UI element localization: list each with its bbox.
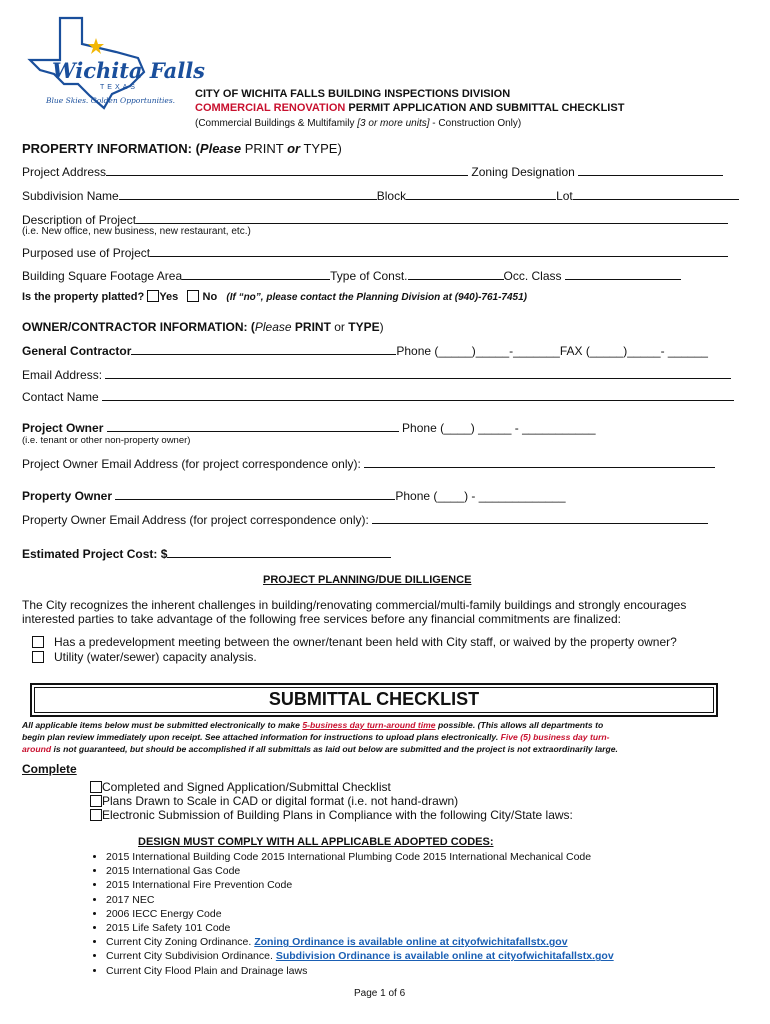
property-owner-email-row	[22, 512, 708, 527]
general-contractor-row	[22, 343, 708, 358]
checklist-item-3	[90, 808, 573, 822]
code-item: • Current City Flood Plain and Drainage laws	[106, 964, 614, 978]
logo-state: TEXAS	[100, 84, 138, 91]
property-owner-phone[interactable]: Phone (____) - _____________	[395, 489, 566, 503]
code-item: • 2015 Life Safety 101 Code	[106, 921, 614, 935]
utility-capacity-label: Utility (water/sewer) capacity analysis.	[54, 650, 257, 664]
property-heading-or: or	[287, 141, 301, 156]
complete-heading: Complete	[22, 762, 77, 776]
project-owner-hint: (i.e. tenant or other non-property owner)	[22, 435, 191, 446]
lot-label: Lot	[556, 189, 573, 203]
checklist-note-1-red: 5-business day turn-around time	[302, 720, 436, 730]
header-line-3-italic: [3 or more units]	[357, 118, 430, 129]
owner-heading-or: or	[330, 320, 345, 334]
purposed-use-field[interactable]	[150, 245, 728, 257]
predevelopment-label: Has a predevelopment meeting between the owner/tenant been held with City staff, or waived by the property owner?	[54, 635, 677, 649]
subdivision-field[interactable]	[119, 188, 377, 200]
project-owner-label: Project Owner	[22, 421, 104, 435]
codes-heading: DESIGN MUST COMPLY WITH ALL APPLICABLE ADOPTED CODES:	[138, 836, 494, 848]
submittal-checklist-title-box	[30, 683, 718, 717]
sqft-row	[22, 268, 681, 283]
code-item-subdivision	[106, 949, 614, 963]
zoning-ordinance-link[interactable]: Zoning Ordinance is available online at cityofwichitafallstx.gov	[254, 936, 568, 949]
contact-name-label: Contact Name	[22, 390, 99, 404]
checklist-item-1-label: Completed and Signed Application/Submittal Checklist	[102, 780, 391, 794]
property-heading-type: TYPE)	[300, 141, 342, 156]
checklist-item-1	[90, 780, 391, 794]
contact-name-field[interactable]	[102, 389, 734, 401]
checklist-note-2-red: Five (5) business day turn-	[500, 732, 610, 742]
owner-heading-a: OWNER/CONTRACTOR INFORMATION: (	[22, 320, 255, 334]
project-owner-email-field[interactable]	[364, 456, 715, 468]
checklist-item-2-label: Plans Drawn to Scale in CAD or digital format (i.e. not hand-drawn)	[102, 794, 459, 808]
submittal-checklist-title: SUBMITTAL CHECKLIST	[268, 689, 480, 709]
planning-para-line-2: interested parties to take advantage of the following free services before any financial commitments are finalized:	[22, 612, 621, 626]
platted-no-label: No	[202, 291, 218, 303]
codes-list	[90, 850, 614, 978]
project-owner-phone[interactable]: Phone (____) _____ - ___________	[402, 421, 596, 435]
owner-heading	[22, 320, 384, 334]
logo-wordmark: Wichita Falls	[52, 58, 205, 83]
header-line-3	[195, 118, 521, 129]
predevelopment-checkbox[interactable]	[32, 636, 44, 648]
owner-heading-print: PRINT	[291, 320, 331, 334]
header-commercial-renovation: COMMERCIAL RENOVATION	[195, 102, 346, 114]
zoning-ordinance-text: Current City Zoning Ordinance.	[106, 936, 255, 949]
general-contractor-phone-fax[interactable]: Phone (_____)_____-_______FAX (_____)_____- ______	[396, 344, 708, 358]
city-logo	[20, 14, 205, 110]
checklist-note-2a: begin plan review immediately upon receipt. See attached information for instructions to upload plans electronically.	[22, 732, 501, 742]
code-item: • 2015 International Gas Code	[106, 864, 614, 878]
checklist-item-3-label: Electronic Submission of Building Plans in Compliance with the following City/State laws:	[102, 808, 573, 822]
lot-field[interactable]	[573, 188, 739, 200]
platted-no-checkbox[interactable]	[187, 290, 199, 302]
cost-label: Estimated Project Cost: $	[22, 547, 168, 561]
header-line-3a: (Commercial Buildings & Multifamily	[195, 118, 358, 129]
logo-tagline: Blue Skies. Golden Opportunities.	[46, 96, 176, 105]
purposed-use-label: Purposed use of Project	[22, 246, 151, 260]
code-item: • 2015 International Building Code 2015 International Plumbing Code 2015 International Mechanical Code	[106, 850, 614, 864]
owner-heading-type: TYPE	[344, 320, 380, 334]
block-field[interactable]	[406, 188, 556, 200]
occ-class-field[interactable]	[565, 268, 681, 280]
header-line-2-rest: PERMIT APPLICATION AND SUBMITTAL CHECKLIST	[345, 102, 625, 114]
type-const-field[interactable]	[408, 268, 504, 280]
zoning-field[interactable]	[578, 164, 723, 176]
checklist-item-3-checkbox[interactable]	[90, 809, 102, 821]
utility-capacity-checkbox[interactable]	[32, 651, 44, 663]
description-label: Description of Project	[22, 213, 137, 227]
property-heading-please: Please	[199, 141, 242, 156]
occ-class-label: Occ. Class	[503, 269, 562, 283]
checklist-note-1a: All applicable items below must be submitted electronically to make	[22, 720, 303, 730]
checklist-note-2	[22, 732, 610, 742]
email-label: Email Address:	[22, 368, 103, 382]
subdivision-row	[22, 188, 739, 203]
block-label: Block	[376, 189, 407, 203]
subdivision-ordinance-link[interactable]: Subdivision Ordinance is available online at cityofwichitafallstx.gov	[275, 950, 614, 963]
project-owner-email-row	[22, 456, 715, 471]
property-owner-field[interactable]	[115, 488, 395, 500]
project-address-label: Project Address	[22, 165, 107, 179]
planning-heading: PROJECT PLANNING/DUE DILLIGENCE	[263, 574, 472, 586]
email-row	[22, 367, 731, 382]
sqft-field[interactable]	[182, 268, 330, 280]
project-owner-row	[22, 420, 596, 435]
cost-field[interactable]	[167, 546, 391, 558]
contact-row	[22, 389, 734, 404]
project-owner-email-label: Project Owner Email Address (for project correspondence only):	[22, 457, 361, 471]
checklist-note-1b: possible. (This allows all departments to	[435, 720, 604, 730]
subdivision-label: Subdivision Name	[22, 189, 119, 203]
header-line-3b: - Construction Only)	[429, 118, 522, 129]
planning-para-line-1: The City recognizes the inherent challenges in building/renovating commercial/multi-family buildings and strongly encourages	[22, 598, 687, 612]
subdivision-ordinance-text: Current City Subdivision Ordinance.	[106, 950, 276, 963]
general-contractor-label: General Contractor	[22, 344, 132, 358]
owner-heading-please: Please	[254, 320, 292, 334]
code-item-zoning	[106, 935, 614, 949]
checklist-item-2-checkbox[interactable]	[90, 795, 102, 807]
description-row	[22, 212, 728, 227]
checklist-note-3-red: around	[22, 744, 52, 754]
owner-heading-close: )	[379, 320, 384, 334]
header-line-2	[195, 102, 624, 114]
platted-note: (If “no”, please contact the Planning Division at (940)-761-7451)	[226, 292, 527, 303]
cost-row	[22, 546, 391, 561]
general-contractor-field[interactable]	[131, 343, 396, 355]
header-line-1: CITY OF WICHITA FALLS BUILDING INSPECTIONS DIVISION	[195, 88, 511, 100]
planning-check-1	[32, 635, 677, 649]
property-owner-row	[22, 488, 566, 503]
platted-yes-checkbox[interactable]	[147, 290, 159, 302]
property-owner-label: Property Owner	[22, 489, 113, 503]
property-heading-a: PROPERTY INFORMATION: (	[22, 141, 200, 156]
zoning-label: Zoning Designation	[471, 165, 575, 179]
planning-check-2	[32, 650, 257, 664]
code-item: • 2017 NEC	[106, 893, 614, 907]
project-owner-field[interactable]	[107, 420, 399, 432]
page-number: Page 1 of 6	[354, 988, 406, 999]
code-item: • 2015 International Fire Prevention Code	[106, 878, 614, 892]
description-hint: (i.e. New office, new business, new restaurant, etc.)	[22, 226, 251, 237]
email-field[interactable]	[105, 367, 731, 379]
purposed-use-row	[22, 245, 728, 260]
checklist-note-3b: is not guaranteed, but should be accomplished if all submittals as laid out below are submitted and the project is not extraordinarily large.	[51, 744, 618, 754]
platted-row	[22, 290, 527, 303]
checklist-item-2	[90, 794, 458, 808]
code-item: • 2006 IECC Energy Code	[106, 907, 614, 921]
sqft-label: Building Square Footage Area	[22, 269, 183, 283]
property-owner-email-label: Property Owner Email Address (for project correspondence only):	[22, 513, 369, 527]
platted-yes-label: Yes	[159, 291, 179, 303]
project-address-row	[22, 164, 723, 179]
platted-question: Is the property platted?	[22, 291, 145, 303]
type-const-label: Type of Const.	[330, 269, 408, 283]
property-heading-print: PRINT	[241, 141, 288, 156]
property-heading	[22, 141, 342, 156]
checklist-note-3	[22, 744, 618, 754]
project-address-field[interactable]	[106, 164, 468, 176]
description-field[interactable]	[136, 212, 728, 224]
checklist-item-1-checkbox[interactable]	[90, 781, 102, 793]
checklist-note-1	[22, 720, 603, 730]
property-owner-email-field[interactable]	[372, 512, 708, 524]
